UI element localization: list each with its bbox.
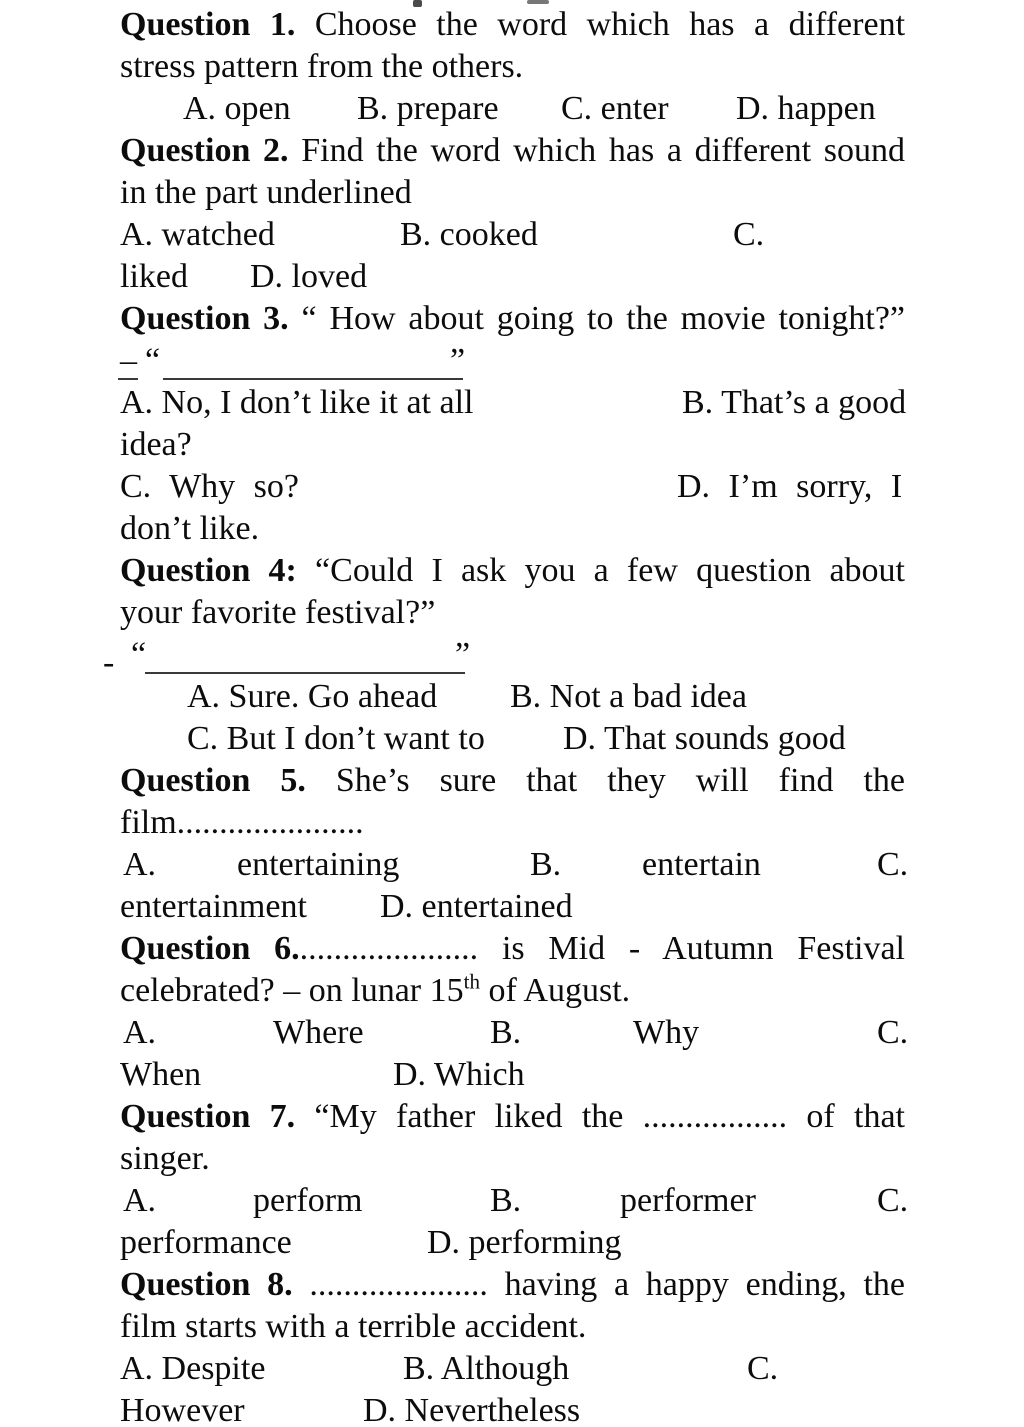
- text-segment: “: [145, 342, 161, 379]
- text-segment: B. Not a bad idea: [510, 678, 747, 715]
- q2-options-row2: [120, 256, 905, 298]
- text-segment: ..................... having a happy ending, the: [292, 1266, 905, 1303]
- text-segment: Where: [273, 1014, 364, 1051]
- answer-blank-underline: [163, 342, 466, 380]
- text-segment: ”: [450, 342, 466, 379]
- text-segment: idea?: [120, 426, 192, 463]
- text-segment: film......................: [120, 804, 364, 841]
- text-segment: your favorite festival?”: [120, 594, 436, 631]
- text-segment: C.: [877, 1182, 909, 1219]
- q7-options-row2: [120, 1222, 905, 1264]
- text-segment: th: [463, 969, 480, 994]
- text-segment: stress pattern from the others.: [120, 48, 524, 85]
- q8-options-row2: [120, 1390, 905, 1427]
- text-segment: don’t like.: [120, 510, 260, 547]
- question-label: Question 8.: [120, 1266, 293, 1303]
- text-segment: D. performing: [427, 1224, 622, 1261]
- text-segment: D. Which: [393, 1056, 525, 1093]
- text-segment: B.: [490, 1014, 522, 1051]
- text-segment: A. No, I don’t like it at all: [120, 384, 474, 421]
- text-segment: Find the word which has a different sound: [288, 132, 905, 169]
- text-segment: singer.: [120, 1140, 210, 1177]
- q2-title: [120, 130, 905, 172]
- text-segment: entertaining: [237, 846, 400, 883]
- text-segment: A. Sure. Go ahead: [187, 678, 438, 715]
- q5-options-row1: [120, 844, 909, 886]
- text-segment: D. loved: [250, 258, 368, 295]
- q3-answer-blank: [120, 340, 905, 382]
- text-segment: D. entertained: [380, 888, 573, 925]
- q8-title-cont: [120, 1306, 905, 1348]
- text-segment: B.: [530, 846, 562, 883]
- q5-title: [120, 760, 905, 802]
- text-segment: liked: [120, 258, 188, 295]
- q6-options-row2: [120, 1054, 905, 1096]
- text-segment: ”: [455, 636, 471, 673]
- text-segment: A. Despite: [120, 1350, 266, 1387]
- question-label: Question 1.: [120, 6, 296, 43]
- q6-title-cont: [120, 970, 905, 1012]
- q4-answer-blank: [103, 634, 905, 681]
- text-segment: B. Although: [403, 1350, 570, 1387]
- q4-title: [120, 550, 905, 592]
- text-segment: C.: [877, 846, 909, 883]
- q4-options-row1: [120, 676, 905, 718]
- text-segment: entertainment: [120, 888, 307, 925]
- q2-options-row1: [120, 214, 905, 256]
- q3-options-row2: [120, 466, 905, 508]
- text-segment: When: [120, 1056, 202, 1093]
- text-segment: C.: [733, 216, 765, 253]
- answer-blank-underline: [118, 342, 138, 380]
- question-label: Question 6.: [120, 930, 300, 967]
- text-segment: C. But I don’t want to: [187, 720, 485, 757]
- text-segment: However: [120, 1392, 245, 1427]
- q4-title-cont: [120, 592, 905, 634]
- q1-title-cont: [120, 46, 905, 88]
- question-label: Question 2.: [120, 132, 289, 169]
- text-segment: C. Why so?: [120, 468, 299, 505]
- text-segment: D. That sounds good: [563, 720, 846, 757]
- text-segment: B.: [490, 1182, 522, 1219]
- text-segment: of August.: [479, 972, 631, 1009]
- q3-options-row2-cont: [120, 508, 905, 550]
- text-segment: Choose the word which has a different: [295, 6, 906, 43]
- text-segment: She’s sure that they will find the: [305, 762, 905, 799]
- q7-options-row1: [120, 1180, 909, 1222]
- text-segment: A.: [123, 1014, 157, 1051]
- q7-title: [120, 1096, 905, 1138]
- text-segment: film starts with a terrible accident.: [120, 1308, 587, 1345]
- text-segment: performance: [120, 1224, 292, 1261]
- text-segment: “Could I ask you a few question about: [296, 552, 906, 589]
- text-segment: –: [120, 342, 137, 379]
- answer-blank-underline: [145, 636, 465, 674]
- q8-title: [120, 1264, 905, 1306]
- question-label: Question 3.: [120, 300, 289, 337]
- text-segment: ..................... is Mid - Autumn Festival: [299, 930, 905, 967]
- question-label: Question 5.: [120, 762, 306, 799]
- text-segment: A. open: [183, 90, 291, 127]
- text-segment: “: [131, 636, 147, 673]
- q5-title-cont: [120, 802, 905, 844]
- text-segment: B. cooked: [400, 216, 538, 253]
- q7-title-cont: [120, 1138, 905, 1180]
- q8-options-row1: [120, 1348, 905, 1390]
- text-segment: performer: [620, 1182, 756, 1219]
- text-segment: “ How about going to the movie tonight?”: [288, 300, 905, 337]
- text-segment: -: [103, 644, 115, 681]
- text-segment: C.: [877, 1014, 909, 1051]
- q3-options-row1-cont: [120, 424, 905, 466]
- text-segment: perform: [253, 1182, 363, 1219]
- q6-options-row1: [120, 1012, 909, 1054]
- text-segment: in the part underlined: [120, 174, 412, 211]
- text-segment: D. Nevertheless: [363, 1392, 581, 1427]
- question-label: Question 4:: [120, 552, 297, 589]
- q4-options-row2: [120, 718, 905, 760]
- q1-options: [120, 88, 905, 130]
- text-segment: entertain: [642, 846, 761, 883]
- text-segment: A.: [123, 846, 157, 883]
- q3-title: [120, 298, 905, 340]
- question-label: Question 7.: [120, 1098, 296, 1135]
- text-segment: B. prepare: [357, 90, 499, 127]
- text-segment: celebrated? – on lunar 15: [120, 972, 464, 1009]
- text-segment: D. I’m sorry, I: [677, 468, 903, 505]
- q2-title-cont: [120, 172, 905, 214]
- text-segment: “My father liked the ................. of that: [295, 1098, 906, 1135]
- text-segment: D. happen: [736, 90, 876, 127]
- text-segment: C. enter: [561, 90, 669, 127]
- text-segment: B. That’s a good: [682, 384, 907, 421]
- text-segment: C.: [747, 1350, 779, 1387]
- q5-options-row2: [120, 886, 905, 928]
- q6-title: [120, 928, 905, 970]
- text-segment: A.: [123, 1182, 157, 1219]
- text-segment: Why: [633, 1014, 700, 1051]
- text-segment: A. watched: [120, 216, 275, 253]
- document-text-block: [103, 0, 909, 1427]
- q3-options-row1: [120, 382, 905, 424]
- q1-title: [120, 4, 905, 46]
